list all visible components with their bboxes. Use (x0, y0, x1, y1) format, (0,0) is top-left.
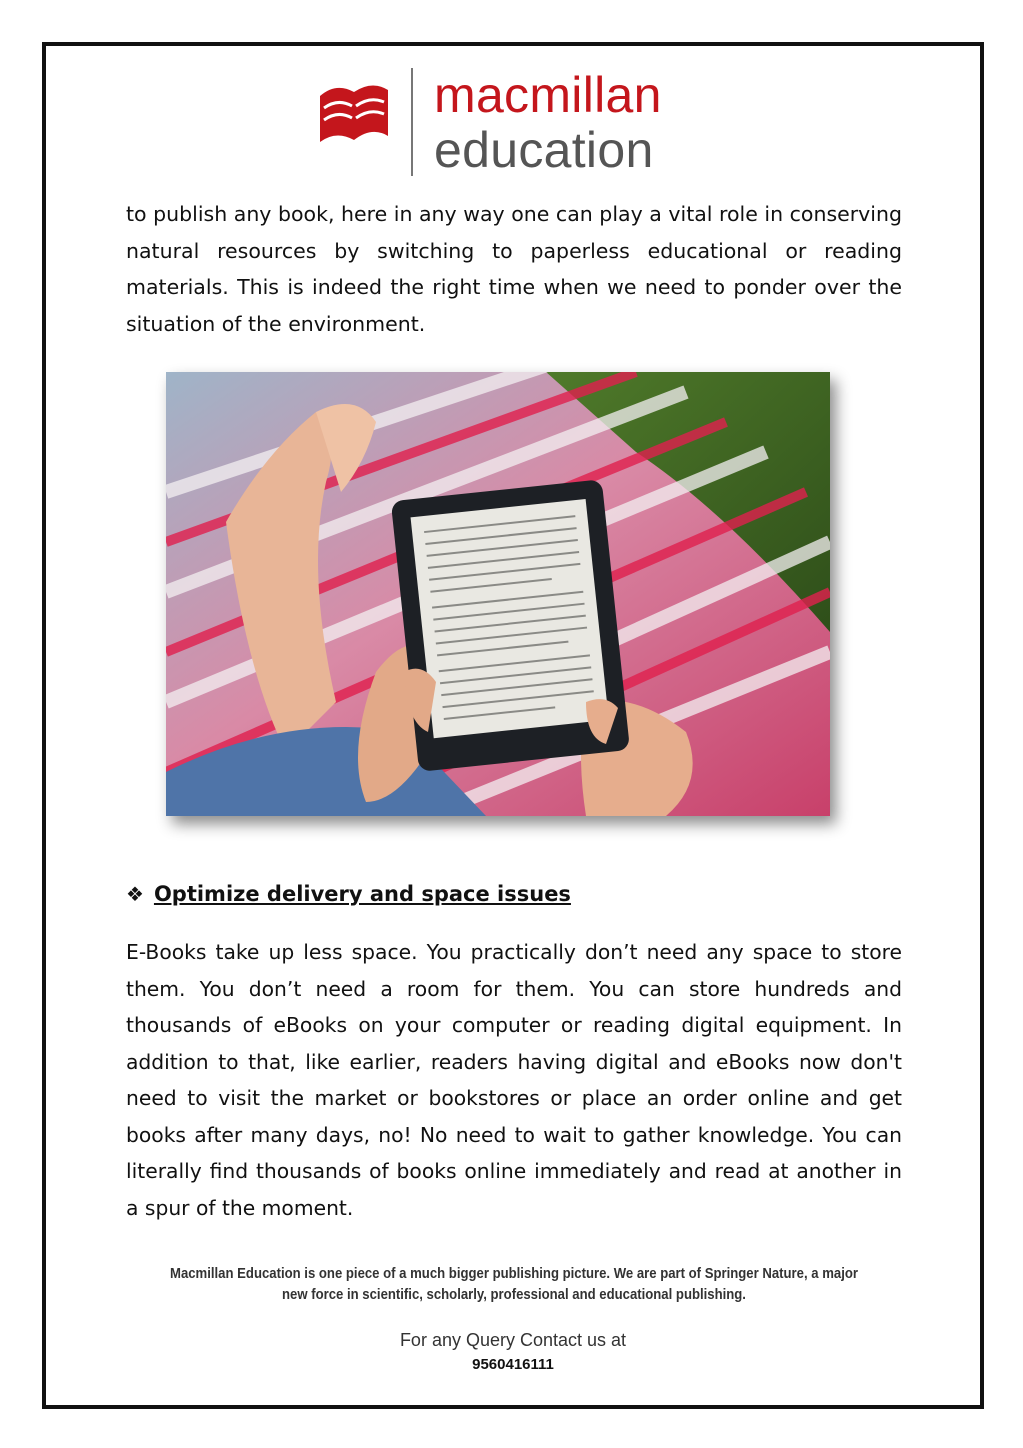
intro-paragraph: to publish any book, here in any way one can play a vital role in conserving natural resources by switching to paperless educational or reading materials. This is indeed the right time when we need to ponder over the situation of the environment. (126, 202, 902, 336)
contact-label: For any Query Contact us at (399, 1330, 627, 1350)
e-reader-in-hammock-photo (166, 372, 830, 816)
logo-divider (411, 68, 413, 176)
section-body: E-Books take up less space. You practically don’t need any space to store them. You don’t need a room for them. You can store hundreds and thousands of eBooks on your computer or reading digital equipment. In addition to that, like earlier, readers having digital and eBooks now don't need to visit the market or bookstores or place an order online and get books after many days, no! No need to wait to gather knowledge. You can literally find thousands of books online immediately and read at another in a spur of the moment. (126, 940, 902, 1220)
section-heading (126, 882, 571, 906)
logo-brand-line1: macmillan (434, 67, 662, 123)
footer-note: Macmillan Education is one piece of a much bigger publishing picture. We are part of Springer Nature, a major new force in scientific, scholarly, professional and educational publishing. (170, 1266, 858, 1303)
macmillan-education-logo (316, 58, 736, 176)
diamond-bullet-icon: ❖ (126, 882, 144, 906)
logo-brand-line2: education (434, 122, 654, 178)
section-title: Optimize delivery and space issues (153, 882, 571, 906)
open-book-logo-icon (316, 78, 392, 150)
page-frame (42, 42, 984, 1409)
contact-phone[interactable]: 9560416111 (472, 1356, 554, 1373)
